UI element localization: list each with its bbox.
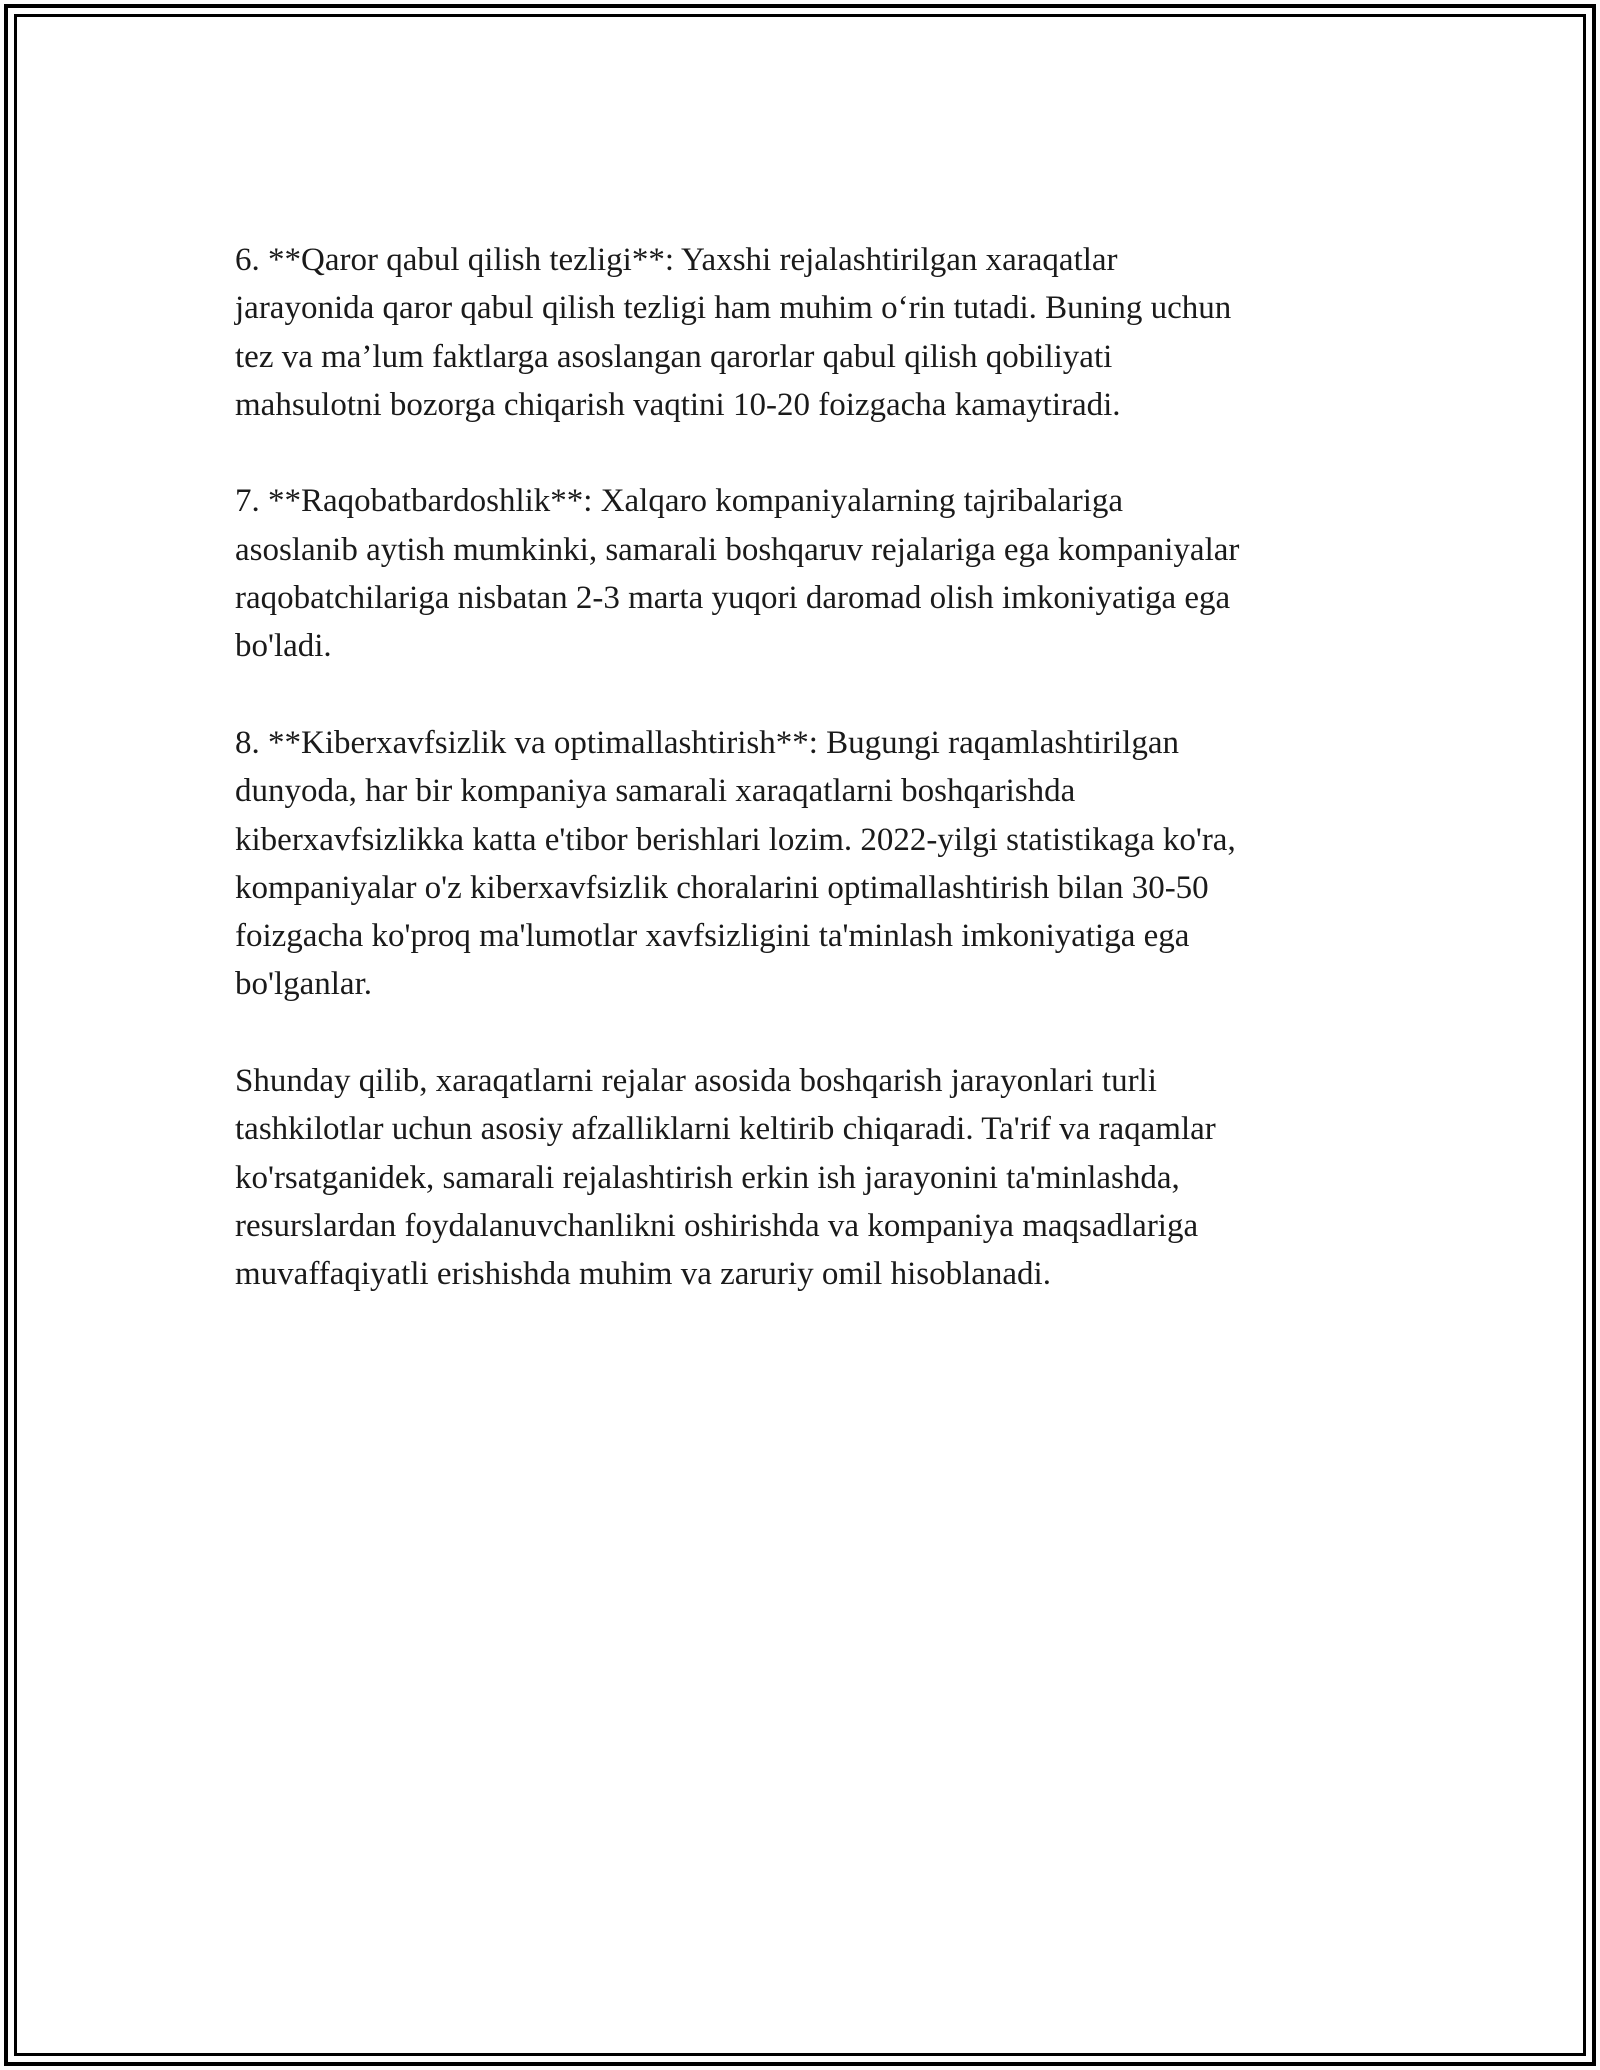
paragraph-conclusion: Shunday qilib, xaraqatlarni rejalar asosida boshqarish jarayonlari turli tashkilotlar uchun asosiy afzalliklarni keltirib chiqaradi. Ta'rif va raqamlar ko'rsatganidek, samarali rejalashtirish erkin ish jarayonini ta'minlashda, resurslardan foydalanuvchanlikni oshirishda va kompaniya maqsadlariga muvaffaqiyatli erishishda muhim va zaruriy omil hisoblanadi. (235, 1063, 1216, 1293)
paragraph-competitiveness: 7. **Raqobatbardoshlik**: Xalqaro kompaniyalarning tajribalariga asoslanib aytish mumkinki, samarali boshqaruv rejalariga ega kompaniyalar raqobatchilariga nisbatan 2-3 marta yuqori daromad olish imkoniyatiga ega bo'ladi. (235, 483, 1240, 665)
document-body (235, 236, 1365, 1347)
paragraph-cybersecurity: 8. **Kiberxavfsizlik va optimallashtirish**: Bugungi raqamlashtirilgan dunyoda, har bir kompaniya samarali xaraqatlarni boshqarishda kiberxavfsizlikka katta e'tibor berishlari lozim. 2022-yilgi statistikaga ko'ra, kompaniyalar o'z kiberxavfsizlik choralarini optimallashtirish bilan 30-50 foizgacha ko'proq ma'lumotlar xavfsizligini ta'minlash imkoniyatiga ega bo'lganlar. (235, 724, 1236, 1003)
paragraph-decision-speed: 6. **Qaror qabul qilish tezligi**: Yaxshi rejalashtirilgan xaraqatlar jarayonida qaror qabul qilish tezligi ham muhim o‘rin tutadi. Buning uchun tez va ma’lum faktlarga asoslangan qarorlar qabul qilish qobiliyati mahsulotni bozorga chiqarish vaqtini 10-20 foizgacha kamaytiradi. (235, 242, 1232, 423)
